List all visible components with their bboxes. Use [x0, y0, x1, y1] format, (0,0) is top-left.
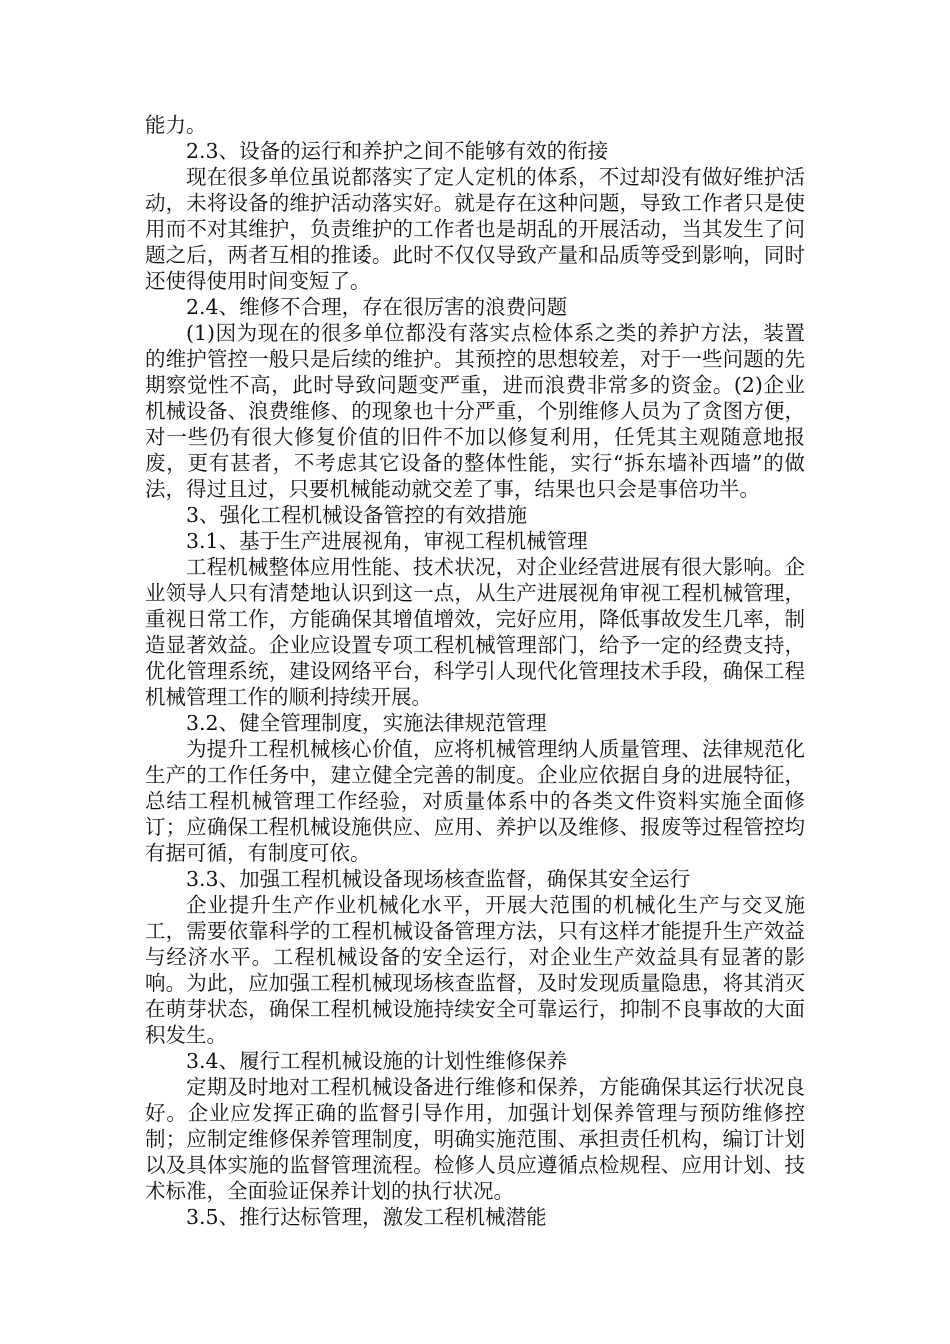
paragraph: 企业提升生产作业机械化水平，开展大范围的机械化生产与交叉施工，需要依靠科学的工程机械设备管理方法，只有这样才能提升生产效益与经济水平。工程机械设备的安全运行，对企业生产效益具有显著的影响。为此，应加强工程机械现场核查监督，及时发现质量隐患，将其消灭在萌芽状态，确保工程机械设施持续安全可靠运行，抑制不良事故的大面积发生。	[145, 893, 805, 1047]
section-heading-3-4: 3.4、履行工程机械设施的计划性维修保养	[186, 1049, 568, 1073]
section-heading-3-2: 3.2、健全管理制度，实施法律规范管理	[186, 711, 547, 735]
paragraph-continuation: 能力。	[145, 113, 207, 137]
section-heading-3-1: 3.1、基于生产进展视角，审视工程机械管理	[186, 529, 588, 553]
document-body	[145, 112, 805, 1230]
paragraph: 定期及时地对工程机械设备进行维修和保养，方能确保其运行状况良好。企业应发挥正确的监督引导作用，加强计划保养管理与预防维修控制；应制定维修保养管理制度，明确实施范围、承担责任机构，编订计划以及具体实施的监督管理流程。检修人员应遵循点检规程、应用计划、技术标准，全面验证保养计划的执行状况。	[145, 1075, 805, 1203]
section-heading-3-5: 3.5、推行达标管理，激发工程机械潜能	[186, 1205, 547, 1229]
section-heading-2-3: 2.3、设备的运行和养护之间不能够有效的衔接	[186, 139, 609, 163]
section-heading-2-4: 2.4、维修不合理，存在很厉害的浪费问题	[186, 295, 568, 319]
section-heading-3: 3、强化工程机械设备管控的有效措施	[186, 503, 528, 527]
paragraph: (1)因为现在的很多单位都没有落实点检体系之类的养护方法，装置的维护管控一般只是后续的维护。其预控的思想较差，对于一些问题的先期察觉性不高，此时导致问题变严重，进而浪费非常多的资金。(2)企业机械设备、浪费维修、的现象也十分严重，个别维修人员为了贪图方便，对一些仍有很大修复价值的旧件不加以修复利用，任凭其主观随意地报废，更有甚者，不考虑其它设备的整体性能，实行“拆东墙补西墙”的做法，得过且过，只要机械能动就交差了事，结果也只会是事倍功半。	[145, 321, 805, 501]
paragraph: 现在很多单位虽说都落实了定人定机的体系，不过却没有做好维护活动，未将设备的维护活动落实好。就是存在这种问题，导致工作者只是使用而不对其维护，负责维护的工作者也是胡乱的开展活动，当其发生了问题之后，两者互相的推诿。此时不仅仅导致产量和品质等受到影响，同时还使得使用时间变短了。	[145, 165, 805, 293]
paragraph: 工程机械整体应用性能、技术状况，对企业经营进展有很大影响。企业领导人只有清楚地认识到这一点，从生产进展视角审视工程机械管理，重视日常工作，方能确保其增值增效，完好应用，降低事故发生几率，制造显著效益。企业应设置专项工程机械管理部门，给予一定的经费支持，优化管理系统，建设网络平台，科学引人现代化管理技术手段，确保工程机械管理工作的顺利持续开展。	[145, 555, 805, 709]
paragraph: 为提升工程机械核心价值，应将机械管理纳人质量管理、法律规范化生产的工作任务中，建立健全完善的制度。企业应依据自身的进展特征，总结工程机械管理工作经验，对质量体系中的各类文件资料实施全面修订；应确保工程机械设施供应、应用、养护以及维修、报废等过程管控均有据可循，有制度可依。	[145, 737, 805, 865]
section-heading-3-3: 3.3、加强工程机械设备现场核查监督，确保其安全运行	[186, 867, 691, 891]
